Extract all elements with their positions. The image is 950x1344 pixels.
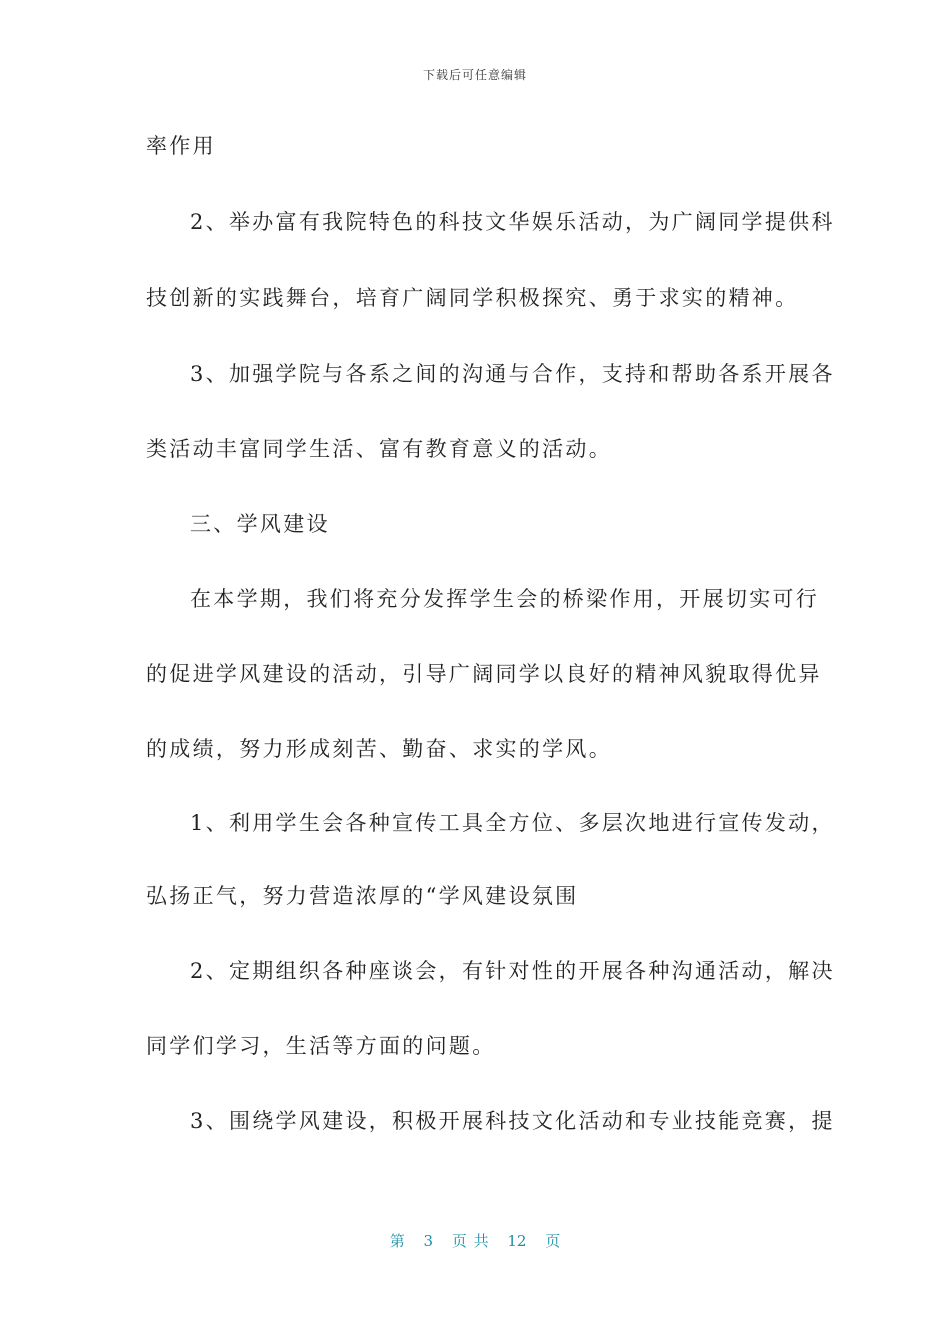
section-heading: 三、学风建设 xyxy=(190,512,330,536)
footer-suffix: 页 xyxy=(545,1232,561,1250)
paragraph-line: 1、利用学生会各种宣传工具全方位、多层次地进行宣传发动， xyxy=(190,811,835,835)
footer-page-number: 3 xyxy=(423,1232,434,1250)
paragraph-line: 3、加强学院与各系之间的沟通与合作，支持和帮助各系开展各 xyxy=(190,362,835,386)
paragraph-line: 的成绩，努力形成刻苦、勤奋、求实的学风。 xyxy=(146,737,612,761)
paragraph-line: 技创新的实践舞台，培育广阔同学积极探究、勇于求实的精神。 xyxy=(146,286,799,310)
paragraph-line: 3、围绕学风建设，积极开展科技文化活动和专业技能竞赛，提 xyxy=(190,1109,835,1133)
footer-prefix: 第 xyxy=(389,1232,405,1250)
footer-middle: 页 共 xyxy=(451,1232,489,1250)
paragraph-line: 类活动丰富同学生活、富有教育意义的活动。 xyxy=(146,437,612,461)
paragraph-line: 2、定期组织各种座谈会，有针对性的开展各种沟通活动，解决 xyxy=(190,959,835,983)
page-footer xyxy=(0,1230,950,1251)
paragraph-line: 在本学期，我们将充分发挥学生会的桥梁作用，开展切实可行 xyxy=(190,587,820,611)
header-note: 下载后可任意编辑 xyxy=(422,68,527,82)
paragraph-line: 的促进学风建设的活动，引导广阔同学以良好的精神风貌取得优异 xyxy=(146,662,822,686)
paragraph-line: 同学们学习，生活等方面的问题。 xyxy=(146,1034,496,1058)
paragraph-line: 弘扬正气，努力营造浓厚的“学风建设氛围 xyxy=(146,884,579,908)
footer-total-pages: 12 xyxy=(507,1232,527,1250)
paragraph-line: 2、举办富有我院特色的科技文华娱乐活动，为广阔同学提供科 xyxy=(190,210,835,234)
paragraph-line: 率作用 xyxy=(146,134,216,158)
